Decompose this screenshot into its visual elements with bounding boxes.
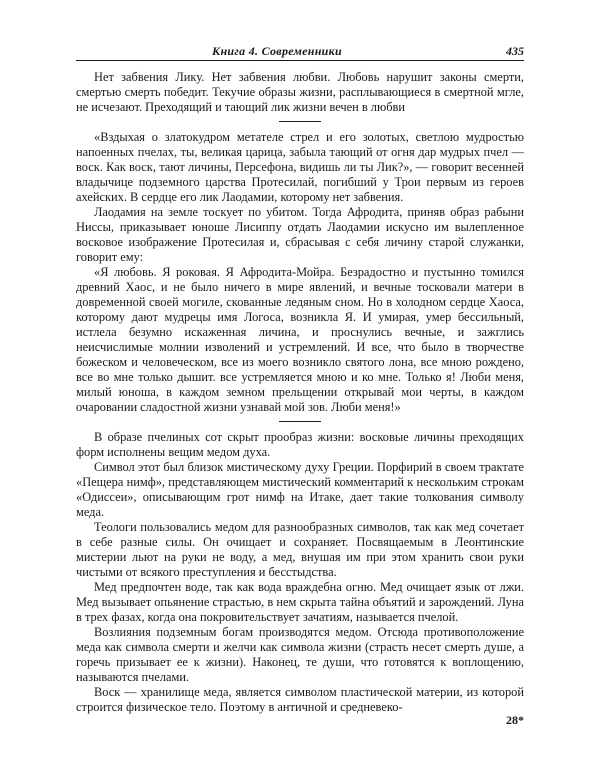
- paragraph: Лаодамия на земле тоскует по убитом. Тогда Афродита, приняв образ рабыни Ниссы, приказывает юноше Лисиппу отдать Лаодамии искусно им вылепленное восковое изображение Протесилая и, сбрасывая с себя личину старой служанки, говорит ему:: [76, 205, 524, 264]
- signature-mark: 28*: [506, 713, 524, 727]
- section-separator: [279, 421, 321, 422]
- paragraph: «Вздыхая о златокудром метателе стрел и его золотых, светлою мудростью напоенных пчелах, ты, великая царица, забыла тающий от огня дар мудрых пчел — воск. Как воск, тают личины, Персефона, видишь ли ты Лик?», — говорит весенней владычице подземного царства Протесилай, погибший у Трои первым из героев ахейских. В сердце его лик Лаодамии, которому нет забвения.: [76, 130, 524, 204]
- paragraph: В образе пчелиных сот скрыт прообраз жизни: восковые личины преходящих форм исполнены вещим медом духа.: [76, 430, 524, 459]
- paragraph: Возлияния подземным богам производятся медом. Отсюда противоположение меда как символа смерти и желчи как символа жизни (страсть несет смерть душе, а горечь призывает ее к жизни). Наконец, те души, что готовятся к воплощению, называются пчелами.: [76, 625, 524, 684]
- paragraph: Воск — хранилище меда, является символом пластической материи, из которой строится физическое тело. Поэтому в античной и средневеко-: [76, 685, 524, 714]
- paragraph: «Я любовь. Я роковая. Я Афродита-Мойра. Безрадостно и пустынно томился древний Хаос, и не было ничего в мире явлений, и вечные тосковали матери в довременной своей могиле, скованные ледяным сном. Но в холодном сердце Хаоса, которому дают мудрецы имя Логоса, возникла Я. И умирая, умер бессильный, истлела безумно искаженная личина, и проснулись вечные, и зажглись неисчислимые молнии изволений и устремлений. И все, что было в творчестве божеском и человеческом, все из моего возникло святого лона, все мною рождено, все во мне только дышит. все устремляется мною и ко мне. Только я! Люби меня, милый юноша, в каждом земном прельщении открывай мои черты, в каждом очаровании сладостной жизни узнавай мой зов. Люби меня!»: [76, 265, 524, 414]
- paragraph: Теологи пользовались медом для разнообразных символов, так как мед сочетает в себе разные силы. Он очищает и сохраняет. Посвящаемым в Леонтинские мистерии льют на руки не воду, а мед, внушая им при этом хранить свои руки чистыми от всякого преступления и бесстыдства.: [76, 520, 524, 579]
- section-separator: [279, 121, 321, 122]
- page-number: 435: [506, 44, 524, 58]
- page-body: [76, 70, 524, 715]
- header-rule: [76, 60, 524, 61]
- paragraph: Нет забвения Лику. Нет забвения любви. Любовь нарушит законы смерти, смертью смерть победит. Текучие образы жизни, расплывающиеся в смертной мгле, не исчезают. Преходящий и тающий лик жизни вечен в любви: [76, 70, 524, 114]
- paragraph: Мед предпочтен воде, так как вода враждебна огню. Мед очищает язык от лжи. Мед вызывает опьянение страстью, в нем скрыта тайна объятий и зарождений. Луна в трех фазах, когда она покровительствует зачатиям, называется пчелой.: [76, 580, 524, 624]
- paragraph: Символ этот был близок мистическому духу Греции. Порфирий в своем трактате «Пещера нимф», представляющем мистический комментарий к нескольким строкам «Одиссеи», описывающим грот нимф на Итаке, дает такие толкования символу меда.: [76, 460, 524, 519]
- running-title: Книга 4. Современники: [212, 44, 342, 58]
